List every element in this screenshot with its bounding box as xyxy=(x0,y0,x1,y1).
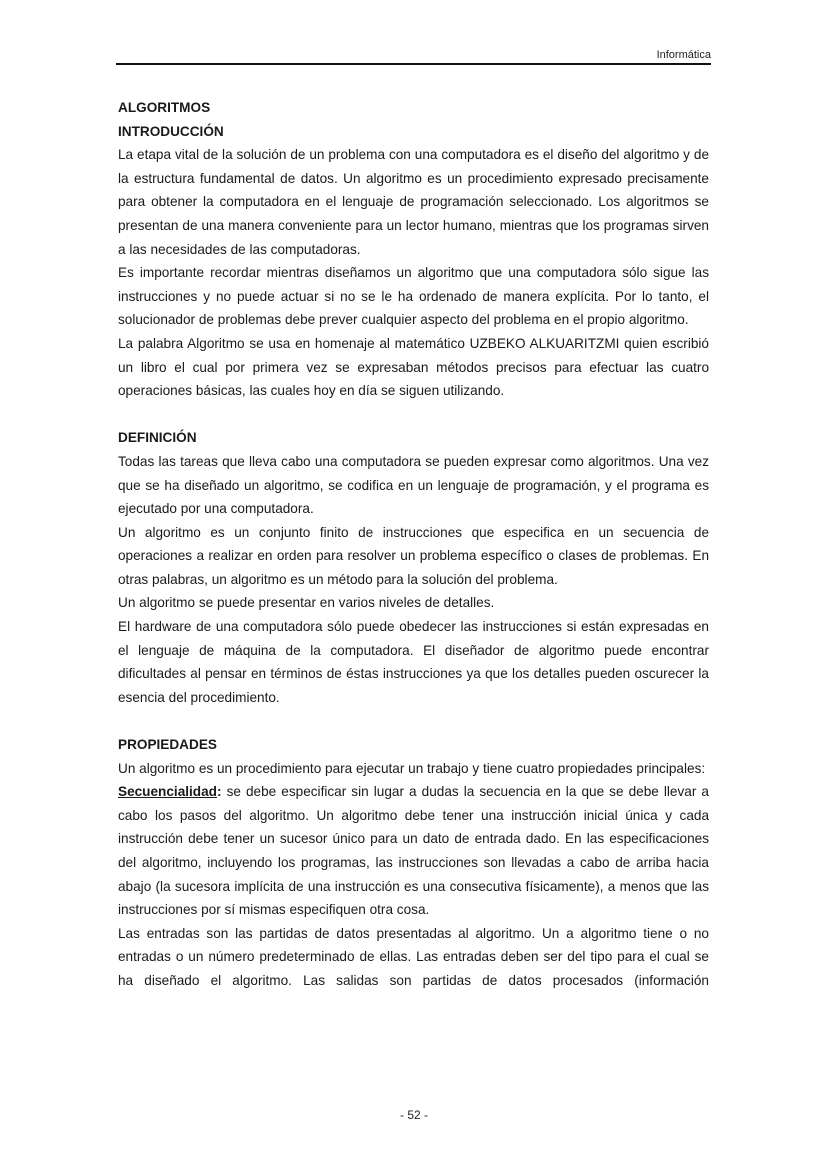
sequentiality-paragraph xyxy=(118,780,709,922)
section-spacer xyxy=(118,709,709,733)
document-title: ALGORITMOS xyxy=(118,100,211,115)
sequentiality-term: Secuencialidad xyxy=(118,784,217,800)
properties-intro: Un algoritmo es un procedimiento para ejecutar un trabajo y tiene cuatro propiedades principales: xyxy=(118,760,706,776)
intro-paragraph: La palabra Algoritmo se usa en homenaje al matemático UZBEKO ALKUARITZMI quien escribió un libro el cual por primera vez se expresaban métodos precisos para efectuar las cuatro operaciones básicas, las cuales hoy en día se siguen utilizando. xyxy=(118,335,709,399)
definition-paragraph: El hardware de una computadora sólo puede obedecer las instrucciones si están expresadas en el lenguaje de máquina de la computadora. El diseñador de algoritmo puede encontrar dificultades al pensar en términos de éstas instrucciones ya que los detalles pueden oscurecer la esencia del procedimiento. xyxy=(118,619,709,705)
intro-paragraph: La etapa vital de la solución de un problema con una computadora es el diseño del algoritmo y de la estructura fundamental de datos. Un algoritmo es un procedimiento expresado precisamente para obtener la computadora en el lenguaje de programación seleccionado. Los algoritmos se presentan de una manera conveniente para un lector humano, mientras que los programas sirven a las necesidades de las computadoras. xyxy=(118,147,709,257)
intro-paragraph: Es importante recordar mientras diseñamos un algoritmo que una computadora sólo sigue las instrucciones y no puede actuar si no se le ha ordenado de manera explícita. Por lo tanto, el solucionador de problemas debe prever cualquier aspecto del problema en el propio algoritmo. xyxy=(118,265,709,328)
sequentiality-text: se debe especificar sin lugar a dudas la secuencia en la que se debe llevar a cabo los pasos del algoritmo. Un algoritmo debe tener una instrucción inicial única y cada instrucción debe tener un sucesor único para un dato de entrada dado. En las especificaciones del algoritmo, incluyendo los programas, las instrucciones son llevadas a cabo de arriba hacia abajo (la sucesora implícita de una instrucción es una consecutiva físicamente), a menos que las instrucciones por sí mismas especifiquen otra cosa. xyxy=(118,784,709,918)
definition-heading: DEFINICIÓN xyxy=(118,430,197,446)
header-rule xyxy=(116,63,711,65)
inputs-paragraph: Las entradas son las partidas de datos presentadas al algoritmo. Un a algoritmo tiene o no entradas o un número predeterminado de ellas. Las entradas deben ser del tipo para el cual se ha diseñado el algoritmo. Las salidas son partidas de datos procesados (información xyxy=(118,925,709,988)
section-spacer xyxy=(118,403,709,427)
intro-heading: INTRODUCCIÓN xyxy=(118,123,224,139)
definition-paragraph: Todas las tareas que lleva cabo una computadora se pueden expresar como algoritmos. Una vez que se ha diseñado un algoritmo, se codifica en un lenguaje de programación, y el programa es ejecutado por una computadora. xyxy=(118,453,709,517)
definition-paragraph: Un algoritmo se puede presentar en varios niveles de detalles. xyxy=(118,595,495,611)
definition-paragraph: Un algoritmo es un conjunto finito de instrucciones que especifica en un secuencia de operaciones a realizar en orden para resolver un problema específico o clases de problemas. En otras palabras, un algoritmo es un método para la solución del problema. xyxy=(118,524,709,587)
properties-heading: PROPIEDADES xyxy=(118,737,217,753)
term-separator: : xyxy=(216,784,222,800)
page-body xyxy=(118,96,709,993)
page-number: - 52 - xyxy=(399,1108,428,1122)
running-header: Informática xyxy=(656,49,711,61)
